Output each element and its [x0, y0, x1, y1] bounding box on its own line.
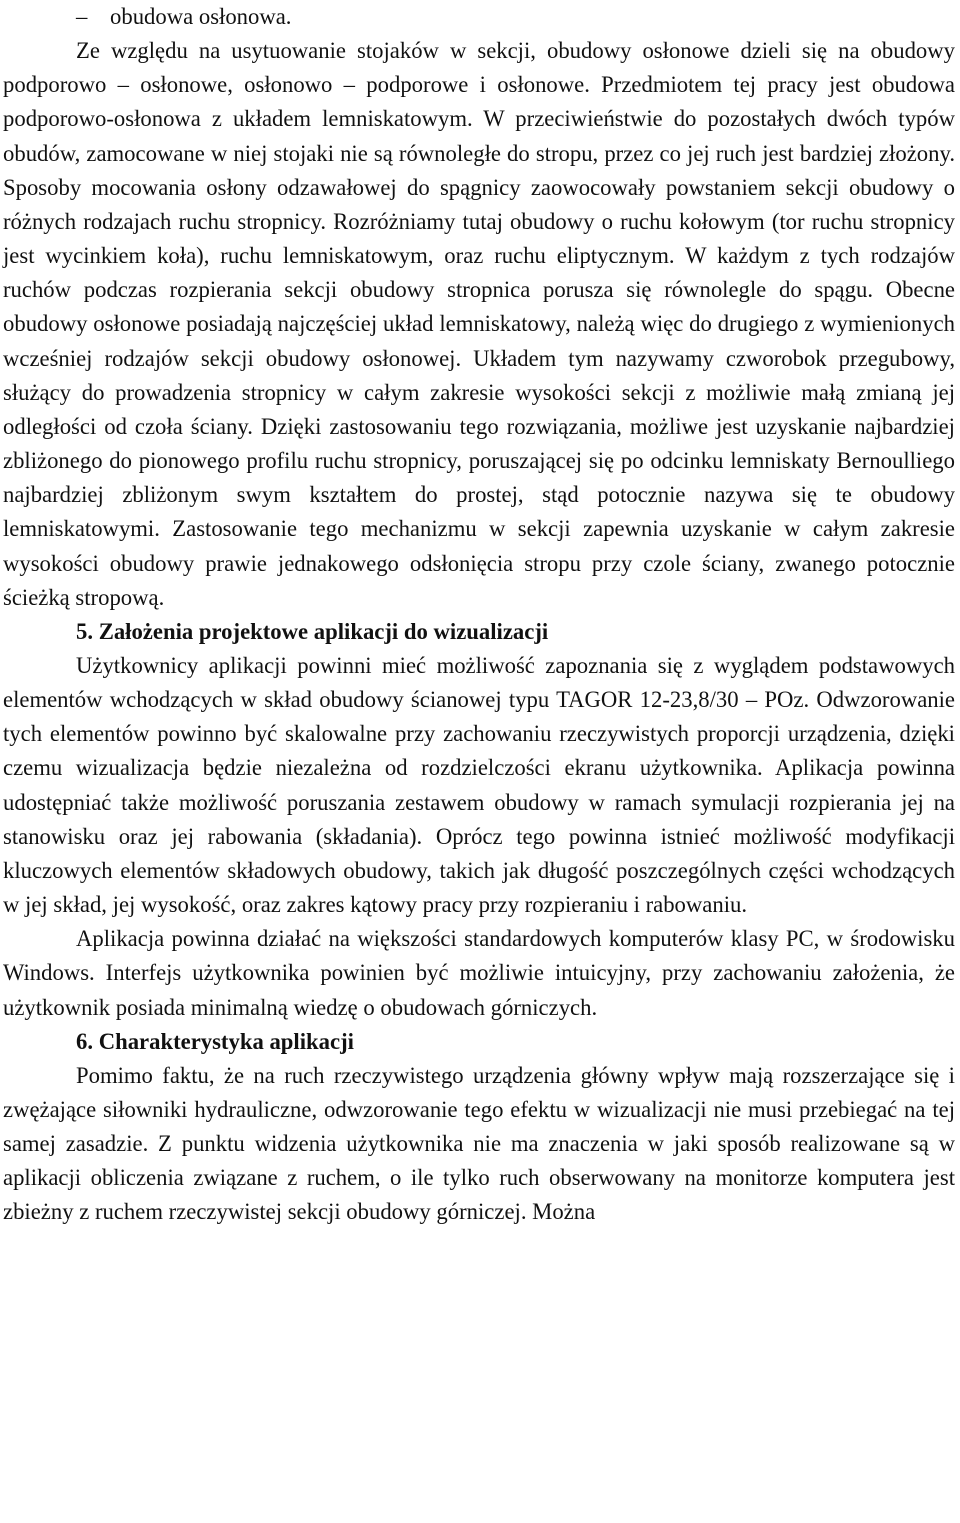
bullet-dash: – [76, 4, 88, 29]
paragraph-application-characteristics: Pomimo faktu, że na ruch rzeczywistego urządzenia główny wpływ mają rozszerzające się i zwężające siłowniki hydrauliczne, odwzorowanie tego efektu w wizualizacji nie musi przebiegać na tej samej zasadzie. Z punktu widzenia użytkownika nie ma znaczenia w jaki sposób realizowane są w aplikacji obliczenia związane z ruchem, o ile tylko ruch obserwowany na monitorze komputera jest zbieżny z ruchem rzeczywistej sekcji obudowy górniczej. Można [3, 1062, 955, 1225]
bullet-item [3, 0, 955, 34]
paragraph-platform-requirements: Aplikacja powinna działać na większości standardowych komputerów klasy PC, w środowisku Windows. Interfejs użytkownika powinien być możliwie intuicyjny, przy zachowaniu założenia, że użytkownik posiada minimalną wiedzę o obudowach górniczych. [3, 926, 955, 1020]
paragraph-user-requirements: Użytkownicy aplikacji powinni mieć możliwość zapoznania się z wyglądem podstawowych elementów wchodzących w skład obudowy ścianowej typu TAGOR 12-23,8/30 – POz. Odwzorowanie tych elementów powinno być skalowalne przy zachowaniu rzeczywistych proporcji urządzenia, dzięki czemu wizualizacja będzie niezależna od rozdzielczości ekranu użytkownika. Aplikacja powinna udostępniać także możliwość poruszania zestawem obudowy w ramach symulacji rozpierania jej na stanowisku oraz jej rabowania (składania). Oprócz tego powinna istnieć możliwość modyfikacji kluczowych elementów składowych obudowy, takich jak długość poszczególnych części wchodzących w jej skład, jej wysokość, oraz zakres kątowy pracy przy rozpieraniu i rabowaniu. [3, 652, 955, 918]
section-heading-6: 6. Charakterystyka aplikacji [76, 1028, 354, 1054]
paragraph-shield-support-types: Ze względu na usytuowanie stojaków w sekcji, obudowy osłonowe dzieli się na obudowy podporowo – osłonowe, osłonowo – podporowe i osłonowe. Przedmiotem tej pracy jest obudowa podporowo-osłonowa z układem lemniskatowym. W przeciwieństwie do pozostałych dwóch typów obudów, zamocowane w niej stojaki nie są równoległe do stropu, przez co jej ruch jest bardziej złożony. Sposoby mocowania osłony odzawałowej do spągnicy zaowocowały powstaniem sekcji obudowy o różnych rodzajach ruchu stropnicy. Rozróżniamy tutaj obudowy o ruchu kołowym (tor ruchu stropnicy jest wycinkiem koła), ruchu lemniskatowym, oraz ruchu eliptycznym. W każdym z tych rodzajów ruchów podczas rozpierania sekcji obudowy stropnica porusza się równolegle do spągu. Obecne obudowy osłonowe posiadają najczęściej układ lemniskatowy, należą więc do drugiego z wymienionych wcześniej rodzajów sekcji obudowy osłonowej. Układem tym nazywamy czworobok przegubowy, służący do prowadzenia stropnicy w całym zakresie wysokości sekcji z możliwie małą zmianą jej odległości od czoła ściany. Dzięki zastosowaniu tego rozwiązania, możliwe jest uzyskanie najbardziej zbliżonego do pionowego profilu ruchu stropnicy, poruszającej się po odcinku lemniskaty Bernoulliego najbardziej zbliżonym swym kształtem do prostej, stąd potocznie nazywa się te obudowy lemniskatowymi. Zastosowanie tego mechanizmu w sekcji zapewnia uzyskanie w całym zakresie wysokości obudowy prawie jednakowego odsłonięcia stropu przy czole ściany, zwanego potocznie ścieżką stropową. [3, 38, 955, 610]
document-page [3, 0, 955, 1230]
bullet-text: obudowa osłonowa. [110, 4, 292, 29]
section-heading-5: 5. Założenia projektowe aplikacji do wizualizacji [76, 618, 549, 644]
